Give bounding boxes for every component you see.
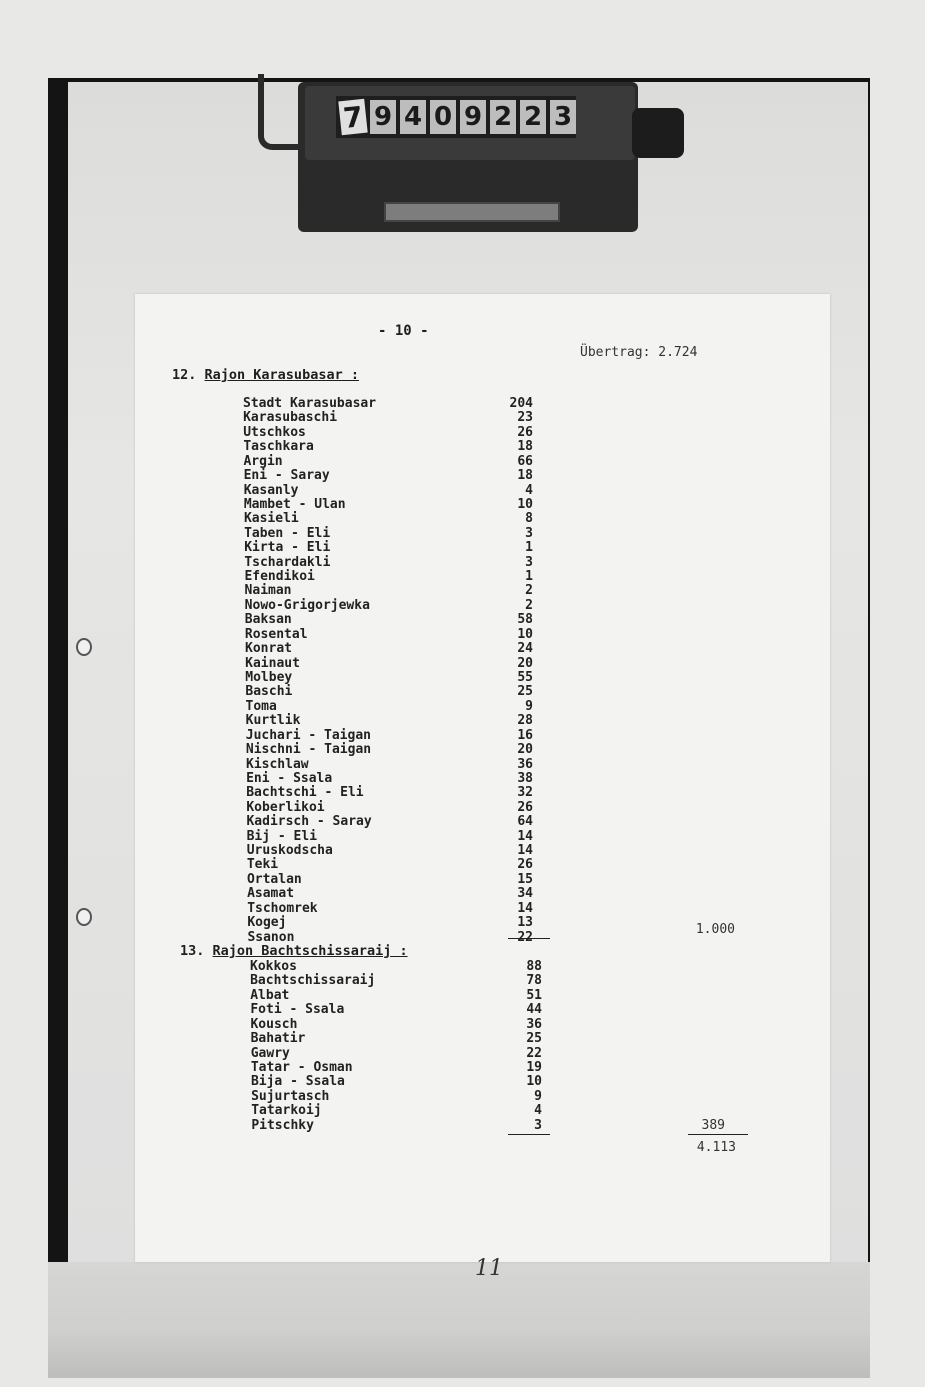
document-page bbox=[135, 294, 830, 1262]
counter-digit: 3 bbox=[550, 100, 576, 134]
place-count: 88 bbox=[526, 959, 542, 974]
place-name: Taschkara bbox=[243, 439, 314, 455]
place-name: Kokkos bbox=[250, 959, 297, 974]
counter-digit: 2 bbox=[490, 100, 516, 134]
place-name: Kadirsch - Saray bbox=[246, 814, 372, 830]
place-count: 20 bbox=[517, 742, 533, 758]
lower-backing bbox=[48, 1262, 870, 1378]
place-count: 3 bbox=[525, 554, 533, 570]
place-count: 22 bbox=[517, 929, 533, 945]
place-count: 19 bbox=[526, 1059, 542, 1075]
place-name: Toma bbox=[245, 698, 277, 714]
place-count: 55 bbox=[517, 669, 533, 685]
counter-digit: 7 bbox=[338, 99, 367, 136]
place-name: Taben - Eli bbox=[244, 525, 331, 541]
place-count: 26 bbox=[517, 857, 533, 873]
place-count: 36 bbox=[517, 756, 533, 772]
counter-digit: 9 bbox=[460, 100, 486, 134]
place-count: 66 bbox=[517, 453, 533, 469]
place-count: 64 bbox=[517, 814, 533, 830]
place-count: 3 bbox=[525, 525, 533, 541]
place-name: Baschi bbox=[245, 684, 293, 700]
place-count: 9 bbox=[534, 1088, 542, 1104]
place-name: Sujurtasch bbox=[251, 1088, 330, 1104]
place-count: 16 bbox=[517, 727, 533, 743]
place-name: Asamat bbox=[247, 886, 295, 902]
place-count: 23 bbox=[517, 410, 533, 426]
place-count: 10 bbox=[526, 1074, 542, 1090]
place-name: Bachtschissaraij bbox=[250, 973, 376, 989]
section-heading-12 bbox=[172, 368, 359, 382]
place-name: Tatar - Osman bbox=[250, 1059, 353, 1075]
place-count: 38 bbox=[517, 770, 533, 786]
place-count: 8 bbox=[525, 511, 533, 527]
carryover-total: Übertrag: 2.724 bbox=[580, 345, 698, 360]
handwritten-mark: 11 bbox=[475, 1256, 503, 1281]
place-name: Foti - Ssala bbox=[250, 1002, 345, 1018]
place-count: 26 bbox=[517, 424, 533, 440]
place-name: Eni - Saray bbox=[243, 468, 330, 484]
place-name: Uruskodscha bbox=[246, 843, 333, 859]
place-name: Utschkos bbox=[243, 424, 306, 440]
place-count: 28 bbox=[517, 713, 533, 729]
place-name: Karasubaschi bbox=[243, 410, 338, 426]
place-count: 204 bbox=[509, 396, 533, 411]
place-name: Teki bbox=[246, 857, 279, 873]
place-count: 2 bbox=[525, 597, 533, 613]
section-heading-13 bbox=[180, 944, 408, 958]
counter-knob bbox=[632, 108, 684, 158]
place-count: 14 bbox=[517, 900, 533, 916]
place-name: Baksan bbox=[244, 612, 292, 628]
place-count: 10 bbox=[517, 496, 533, 512]
section-number: 12. bbox=[172, 367, 197, 383]
place-name: Mambet - Ulan bbox=[243, 496, 346, 512]
place-name: Albat bbox=[250, 987, 290, 1003]
place-count: 1 bbox=[525, 569, 533, 585]
place-count: 25 bbox=[526, 1031, 542, 1047]
place-name: Eni - Ssala bbox=[246, 770, 333, 786]
punch-hole bbox=[76, 638, 92, 656]
place-name: Ortalan bbox=[246, 871, 302, 887]
place-name: Kogej bbox=[247, 915, 287, 931]
place-count: 14 bbox=[517, 828, 533, 844]
place-name: Kirta - Eli bbox=[244, 540, 331, 556]
place-name: Nischni - Taigan bbox=[245, 742, 372, 758]
counter-digit: 0 bbox=[430, 100, 456, 134]
place-count: 20 bbox=[517, 655, 533, 671]
place-name: Konrat bbox=[245, 641, 292, 657]
section-subtotal: 389 bbox=[701, 1118, 725, 1133]
place-name: Gawry bbox=[250, 1045, 290, 1061]
total-underline bbox=[688, 1134, 748, 1135]
place-name: Stadt Karasubasar bbox=[243, 396, 377, 411]
section-title: Rajon Karasubasar : bbox=[204, 367, 359, 383]
place-count: 34 bbox=[517, 886, 533, 902]
place-name: Juchari - Taigan bbox=[245, 727, 371, 743]
column-underline bbox=[508, 938, 550, 939]
place-count: 13 bbox=[517, 915, 533, 931]
page-number: - 10 - bbox=[378, 323, 429, 339]
grand-total: 4.113 bbox=[696, 1140, 736, 1155]
place-count: 14 bbox=[517, 843, 533, 859]
place-count: 78 bbox=[526, 973, 542, 989]
place-count: 9 bbox=[525, 698, 533, 714]
counter-display bbox=[336, 96, 576, 138]
column-underline bbox=[508, 1134, 550, 1135]
section-subtotal: 1.000 bbox=[695, 922, 735, 937]
punch-hole bbox=[76, 908, 92, 926]
counter-digit: 2 bbox=[520, 100, 546, 134]
place-name: Kasanly bbox=[243, 482, 299, 498]
place-count: 25 bbox=[517, 684, 533, 700]
place-count: 22 bbox=[526, 1045, 542, 1061]
section-title: Rajon Bachtschissaraij : bbox=[212, 943, 408, 959]
place-count: 4 bbox=[525, 482, 533, 498]
place-name: Tatarkoij bbox=[251, 1103, 322, 1119]
place-count: 10 bbox=[517, 626, 533, 642]
place-name: Koberlikoi bbox=[246, 799, 325, 815]
place-count: 15 bbox=[517, 871, 533, 887]
place-name: Bij - Eli bbox=[246, 828, 318, 844]
place-count: 32 bbox=[517, 785, 533, 801]
place-name: Kainaut bbox=[245, 655, 300, 671]
place-count: 58 bbox=[517, 612, 533, 628]
place-name: Molbey bbox=[245, 669, 293, 685]
place-count: 4 bbox=[534, 1103, 542, 1119]
place-name: Kousch bbox=[250, 1016, 298, 1032]
place-name: Naiman bbox=[244, 583, 292, 599]
place-count: 3 bbox=[534, 1117, 542, 1133]
counter-digit: 9 bbox=[370, 100, 396, 134]
place-count: 1 bbox=[525, 540, 533, 556]
place-count: 44 bbox=[526, 1002, 542, 1018]
place-name: Tschomrek bbox=[247, 900, 318, 916]
place-name: Kurtlik bbox=[245, 713, 301, 729]
place-count: 18 bbox=[517, 468, 533, 484]
counter-slot bbox=[384, 202, 560, 222]
place-name: Kasieli bbox=[243, 511, 299, 527]
place-count: 26 bbox=[517, 799, 533, 815]
place-name: Argin bbox=[243, 453, 283, 469]
place-count: 24 bbox=[517, 641, 533, 657]
counter-digit: 4 bbox=[400, 100, 426, 134]
place-count: 2 bbox=[525, 583, 533, 599]
place-name: Tschardakli bbox=[244, 554, 331, 570]
place-name: Kischlaw bbox=[246, 756, 309, 772]
place-name: Efendikoi bbox=[244, 569, 315, 585]
place-count: 51 bbox=[526, 987, 542, 1003]
section-number: 13. bbox=[180, 943, 205, 959]
place-name: Bachtschi - Eli bbox=[246, 785, 364, 801]
place-name: Pitschky bbox=[251, 1117, 314, 1133]
place-name: Nowo-Grigorjewka bbox=[244, 597, 370, 613]
place-name: Rosental bbox=[244, 626, 308, 642]
place-count: 36 bbox=[526, 1016, 542, 1032]
place-name: Ssanon bbox=[247, 929, 295, 945]
place-count: 18 bbox=[517, 439, 533, 455]
place-name: Bahatir bbox=[250, 1031, 306, 1047]
place-name: Bija - Ssala bbox=[250, 1074, 345, 1090]
